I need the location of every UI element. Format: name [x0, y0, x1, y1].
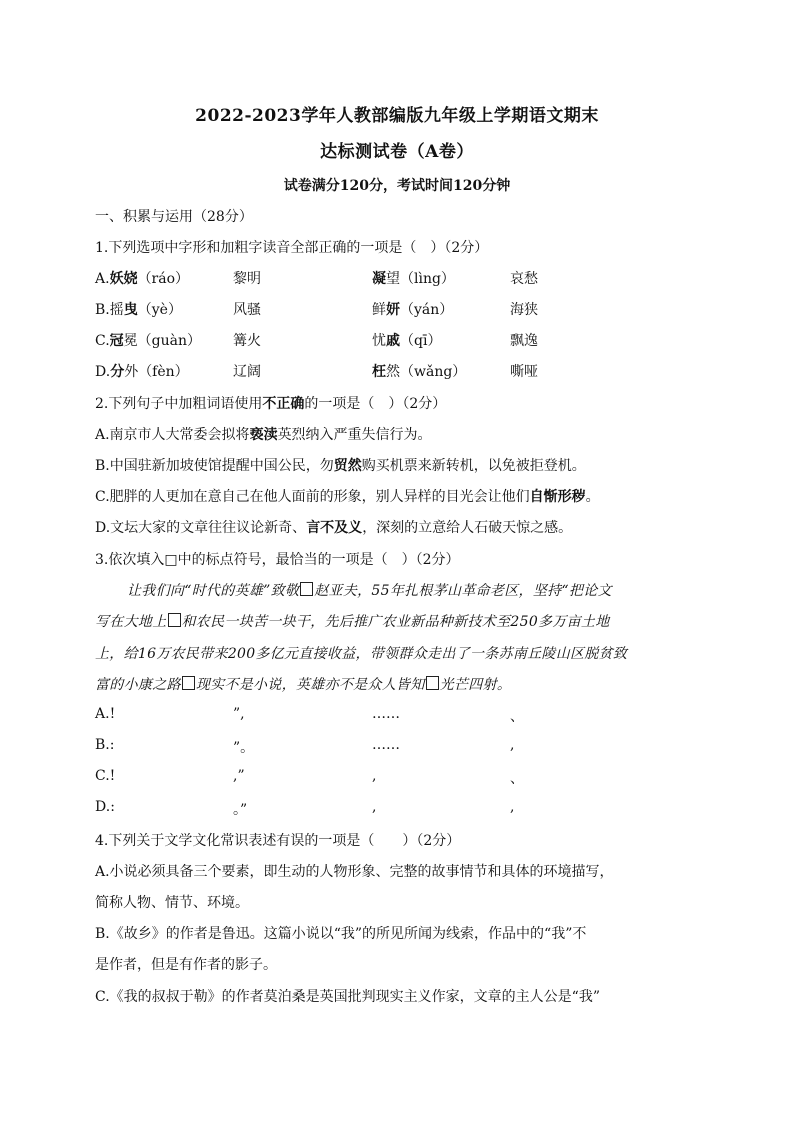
blank-box — [300, 582, 313, 596]
word: 然 — [386, 364, 400, 380]
punct: …… — [372, 737, 400, 753]
q4-option-b-cont: 是作者，但是有作者的影子。 — [95, 957, 277, 973]
word: 望 — [386, 271, 400, 287]
q2-option-b — [95, 455, 586, 475]
bold-word: 亵渎 — [249, 427, 278, 443]
passage-text: 让我们向“时代的英雄”致敬 — [127, 583, 300, 599]
q2-option-c — [95, 486, 600, 506]
q4-option-a: A.小说必须具备三个要素，即生动的人物形象、完整的故事情节和具体的环境描写， — [95, 864, 614, 880]
option-text: 英烈纳入严重失信行为。 — [277, 427, 432, 443]
word: 黎明 — [233, 271, 261, 287]
option-text: ，深刻的立意给人石破天惊之感。 — [362, 520, 573, 536]
word: 哀愁 — [510, 271, 538, 287]
option-label: B. — [95, 302, 110, 318]
section-heading: 一、积累与运用（28分） — [95, 209, 253, 225]
option-text: B.中国驻新加坡使馆提醒中国公民，勿 — [95, 458, 334, 474]
bold-word: 妖娆 — [109, 271, 138, 287]
exam-title: 2022-2023学年人教部编版九年级上学期语文期末 — [195, 106, 599, 126]
bold-word: 凝 — [372, 271, 386, 287]
q4-option-b: B.《故乡》的作者是鲁迅。这篇小说以“我”的所见所闻为线索，作品中的“我”不 — [95, 926, 587, 942]
punct: , — [510, 799, 515, 815]
pinyin: （yán） — [400, 302, 454, 318]
bold-word: 枉 — [372, 364, 386, 380]
punct: ”, — [233, 706, 245, 722]
option-text: 购买机票来新转机，以免被拒登机。 — [361, 458, 586, 474]
punct: ! — [109, 768, 116, 784]
stem-text: 2.下列句子中加粗词语使用 — [95, 396, 263, 412]
blank-box — [426, 676, 439, 690]
question-3-stem: 3.依次填入□中的标点符号，最恰当的一项是（ ）（2分） — [95, 552, 460, 568]
pinyin: （lìng） — [400, 271, 455, 287]
passage-text: 写在大地上 — [95, 614, 167, 630]
bold-word: 贸然 — [333, 458, 362, 474]
bold-word: 分 — [110, 364, 125, 380]
punct: …… — [372, 706, 400, 722]
pinyin: （yè） — [137, 302, 182, 318]
bold-word: 妍 — [386, 302, 400, 318]
word: 篝火 — [233, 333, 261, 349]
q2-option-d — [95, 517, 572, 537]
option-text: A.南京市人大常委会拟将 — [95, 427, 250, 443]
passage-line — [95, 643, 700, 663]
word: 冕 — [123, 333, 138, 349]
option-label: B. — [95, 737, 110, 753]
punct: ”。 — [233, 740, 255, 756]
q4-option-c: C.《我的叔叔于勒》的作者莫泊桑是英国批判现实主义作家，文章的主人公是“我” — [95, 989, 600, 1005]
question-4-stem: 4.下列关于文学文化常识表述有误的一项是（ ）（2分） — [95, 833, 461, 849]
word: 飘逸 — [510, 333, 538, 349]
passage-line — [95, 674, 700, 694]
word: 海狭 — [510, 302, 538, 318]
pinyin: （wǎng） — [400, 364, 467, 380]
word: 忧 — [372, 333, 386, 349]
punct: 、 — [510, 771, 524, 787]
punct: 、 — [510, 709, 524, 725]
option-label: A. — [95, 706, 110, 722]
passage-line — [95, 611, 700, 631]
option-label: C. — [95, 768, 110, 784]
stem-bold: 不正确 — [262, 396, 305, 412]
stem-text: 的一项是（ ）（2分） — [304, 396, 447, 412]
option-label: D. — [95, 364, 111, 380]
punct: ! — [109, 706, 116, 722]
exam-subtitle: 试卷满分120分，考试时间120分钟 — [283, 178, 511, 194]
passage-text: 和农民一块苦一块干，先后推广农业新品种新技术至250多万亩土地 — [181, 614, 610, 630]
option-label: C. — [95, 333, 110, 349]
option-label: A. — [95, 271, 110, 287]
question-1-stem: 1.下列选项中字形和加粗字读音全部正确的一项是（ ）（2分） — [95, 240, 489, 256]
exam-title-line2: 达标测试卷（A卷） — [320, 142, 474, 162]
bold-word: 戚 — [386, 333, 400, 349]
pinyin: （ráo） — [137, 271, 190, 287]
punct: 。” — [233, 802, 248, 818]
word: 嘶哑 — [510, 364, 538, 380]
option-text: C.肥胖的人更加在意自己在他人面前的形象，别人异样的目光会让他们 — [95, 489, 530, 505]
punct: , — [510, 737, 515, 753]
option-text: D.文坛大家的文章往往议论新奇、 — [95, 520, 307, 536]
punct: , — [372, 799, 377, 815]
word: 摇 — [109, 302, 124, 318]
passage-text: 赵亚夫，55年扎根茅山革命老区，坚持“把论文 — [314, 583, 612, 599]
pinyin: （qī） — [400, 333, 442, 349]
pinyin: （fèn） — [138, 364, 189, 380]
word: 辽阔 — [233, 364, 261, 380]
blank-box — [168, 613, 181, 627]
bold-word: 言不及义 — [306, 520, 363, 536]
passage-text: 光芒四射。 — [439, 677, 512, 693]
word: 鲜 — [372, 302, 386, 318]
question-2-stem — [95, 393, 446, 413]
option-label: D. — [95, 799, 111, 815]
punct: ,” — [233, 768, 245, 784]
bold-word: 自惭形秽 — [529, 489, 586, 505]
q2-option-a — [95, 424, 432, 444]
punct: : — [109, 737, 115, 753]
passage-text: 现实不是小说，英雄亦不是众人皆知 — [195, 677, 425, 693]
q4-option-a-cont: 简称人物、情节、环境。 — [95, 895, 249, 911]
passage-line — [127, 580, 732, 600]
punct: : — [110, 799, 115, 815]
bold-word: 曳 — [123, 302, 138, 318]
passage-text: 上，给16万农民带来200多亿元直接收益，带领群众走出了一条苏南丘陵山区脱贫致 — [95, 646, 628, 662]
option-text: 。 — [585, 489, 600, 505]
bold-word: 冠 — [109, 333, 124, 349]
passage-text: 富的小康之路 — [95, 677, 181, 693]
pinyin: （guàn） — [137, 333, 202, 349]
word: 外 — [124, 364, 139, 380]
word: 风骚 — [233, 302, 261, 318]
punct: , — [372, 768, 377, 784]
blank-box — [182, 676, 195, 690]
